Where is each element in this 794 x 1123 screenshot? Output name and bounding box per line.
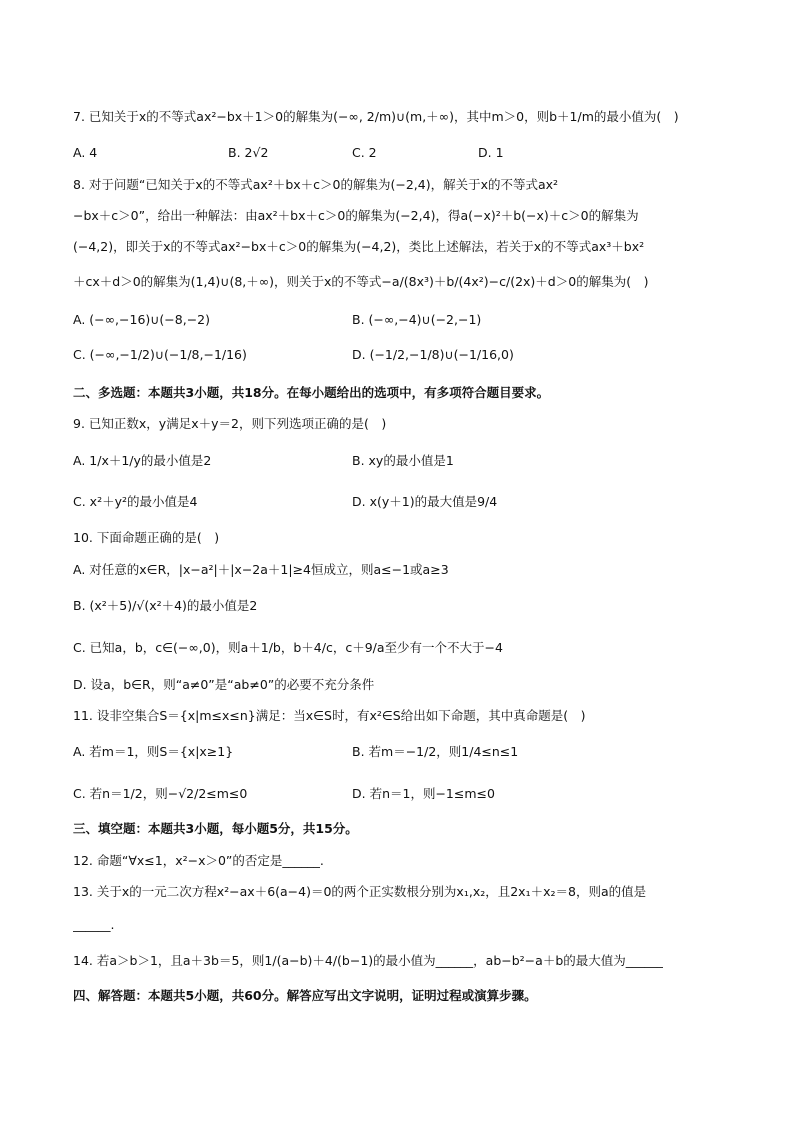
q8-option-b: B. (−∞,−4)∪(−2,−1) [352, 312, 482, 327]
q10-option-c: C. 已知a，b，c∈(−∞,0)，则a＋1/b，b＋4/c，c＋9/a至少有一个不大于−4 [73, 640, 503, 655]
question-8-line-2: −bx＋c＞0”，给出一种解法：由ax²＋bx＋c＞0的解集为(−2,4)，得a(−x)²＋b(−x)＋c＞0的解集为 [73, 208, 639, 223]
q8-option-a: A. (−∞,−16)∪(−8,−2) [73, 312, 210, 327]
question-14: 14. 若a＞b＞1，且a＋3b＝5，则1/(a−b)＋4/(b−1)的最小值为______，ab−b²−a＋b的最大值为______ [73, 953, 664, 968]
q8-option-d: D. (−1/2,−1/8)∪(−1/16,0) [352, 347, 514, 362]
question-8-line-1: 8. 对于问题“已知关于x的不等式ax²＋bx＋c＞0的解集为(−2,4)，解关于x的不等式ax² [73, 177, 559, 192]
q11-option-b: B. 若m＝−1/2，则1/4≤n≤1 [352, 744, 519, 759]
question-12: 12. 命题“∀x≤1，x²−x＞0”的否定是______. [73, 853, 324, 868]
q9-option-a: A. 1/x＋1/y的最小值是2 [73, 453, 212, 468]
q7-option-d: D. 1 [478, 145, 504, 160]
question-9-stem: 9. 已知正数x，y满足x＋y＝2，则下列选项正确的是( ) [73, 416, 387, 431]
q7-option-b: B. 2√2 [228, 145, 269, 160]
q11-option-d: D. 若n＝1，则−1≤m≤0 [352, 786, 495, 801]
q10-option-b: B. (x²＋5)/√(x²＋4)的最小值是2 [73, 598, 258, 613]
q10-option-a: A. 对任意的x∈R，|x−a²|＋|x−2a＋1|≥4恒成立，则a≤−1或a≥3 [73, 562, 449, 577]
question-8-options-row-1 [73, 310, 733, 330]
section-4-heading: 四、解答题：本题共5小题，共60分。解答应写出文字说明，证明过程或演算步骤。 [73, 988, 537, 1003]
question-8-line-4: ＋cx＋d＞0的解集为(1,4)∪(8,＋∞)，则关于x的不等式−a/(8x³)＋b/(4x²)−c/(2x)＋d＞0的解集为( ) [73, 274, 649, 289]
question-9-options-row-1 [73, 451, 733, 471]
question-10-stem: 10. 下面命题正确的是( ) [73, 530, 220, 545]
q11-option-a: A. 若m＝1，则S＝{x|x≥1} [73, 744, 234, 759]
question-7-options [73, 143, 733, 163]
q9-option-c: C. x²＋y²的最小值是4 [73, 494, 198, 509]
q9-option-d: D. x(y＋1)的最大值是9/4 [352, 494, 498, 509]
q7-option-c: C. 2 [352, 145, 377, 160]
question-11-options-row-1 [73, 742, 733, 762]
section-2-heading: 二、多选题：本题共3小题，共18分。在每小题给出的选项中，有多项符合题目要求。 [73, 385, 550, 400]
question-8-line-3: (−4,2)，即关于x的不等式ax²−bx＋c＞0的解集为(−4,2)，类比上述解法，若关于x的不等式ax³＋bx² [73, 239, 645, 254]
question-8-options-row-2 [73, 345, 733, 365]
question-7-stem: 7. 已知关于x的不等式ax²−bx＋1＞0的解集为(−∞, 2/m)∪(m,＋∞)，其中m＞0，则b＋1/m的最小值为( ) [73, 109, 679, 124]
question-13-line-1: 13. 关于x的一元二次方程x²−ax＋6(a−4)＝0的两个正实数根分别为x₁,x₂，且2x₁＋x₂＝8，则a的值是 [73, 884, 647, 899]
question-13-line-2: ______. [73, 917, 115, 932]
question-11-options-row-2 [73, 784, 733, 804]
question-9-options-row-2 [73, 492, 733, 512]
section-3-heading: 三、填空题：本题共3小题，每小题5分，共15分。 [73, 821, 358, 836]
q9-option-b: B. xy的最小值是1 [352, 453, 454, 468]
q7-option-a: A. 4 [73, 145, 98, 160]
q8-option-c: C. (−∞,−1/2)∪(−1/8,−1/16) [73, 347, 247, 362]
q10-option-d: D. 设a，b∈R，则“a≠0”是“ab≠0”的必要不充分条件 [73, 677, 375, 692]
q11-option-c: C. 若n＝1/2，则−√2/2≤m≤0 [73, 786, 248, 801]
question-11-stem: 11. 设非空集合S＝{x|m≤x≤n}满足：当x∈S时，有x²∈S给出如下命题，其中真命题是( ) [73, 708, 586, 723]
